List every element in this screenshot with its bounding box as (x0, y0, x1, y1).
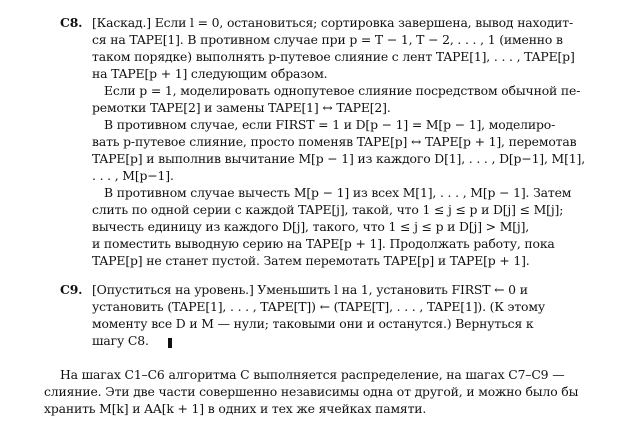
step-c8-line: В противном случае, если FIRST = 1 и D[p − 1] = M[p − 1], моделиро- (104, 117, 556, 132)
step-c8-label: C8. (60, 15, 83, 30)
step-c8-line: TAPE[p] не станет пустой. Затем перемотать TAPE[p] и TAPE[p + 1]. (92, 253, 530, 268)
step-c8-line: вычесть единицу из каждого D[j], такого, что 1 ≤ j ≤ p и D[j] > M[j], (92, 219, 530, 234)
step-c8-line: таком порядке) выполнять p-путевое слияние с лент TAPE[1], . . . , TAPE[p] (92, 49, 575, 64)
end-of-algorithm-mark (168, 338, 172, 348)
step-c8-line: слить по одной серии с каждой TAPE[j], такой, что 1 ≤ j ≤ p и D[j] ≤ M[j]; (92, 202, 564, 217)
step-c9-line: установить (TAPE[1], . . . , TAPE[T]) ← (TAPE[T], . . . , TAPE[1]). (К этому (92, 299, 545, 314)
step-c8-line: вать p-путевое слияние, просто поменяв TAPE[p] ↔ TAPE[p + 1], перемотав (92, 134, 577, 149)
step-c8-line: на TAPE[p + 1] следующим образом. (92, 66, 328, 81)
step-c8-line: В противном случае вычесть M[p − 1] из всех M[1], . . . , M[p − 1]. Затем (104, 185, 572, 200)
step-c8-line: ремотки TAPE[2] и замены TAPE[1] ↔ TAPE[2]. (92, 100, 391, 115)
closing-line: хранить M[k] и AA[k + 1] в одних и тех же ячейках памяти. (44, 401, 427, 416)
closing-line: слияние. Эти две части совершенно независимы одна от другой, и можно было бы (44, 384, 579, 399)
step-c8-line: ся на TAPE[1]. В противном случае при p = T − 1, T − 2, . . . , 1 (именно в (92, 32, 563, 47)
step-c9-line: [Опуститься на уровень.] Уменьшить l на 1, установить FIRST ← 0 и (92, 282, 528, 297)
step-c9-label: C9. (60, 282, 83, 297)
step-c8-line: TAPE[p] и выполнив вычитание M[p − 1] из каждого D[1], . . . , D[p−1], M[1], (92, 151, 585, 166)
step-c9-line: моменту все D и M — нули; таковыми они и останутся.) Вернуться к (92, 316, 534, 331)
closing-line: На шагах C1–C6 алгоритма C выполняется распределение, на шагах C7–C9 — (60, 367, 565, 382)
step-c8-line: [Каскад.] Если l = 0, остановиться; сортировка завершена, вывод находит- (92, 15, 574, 30)
step-c8-line: . . . , M[p−1]. (92, 168, 174, 183)
step-c9-line: шагу C8. (92, 333, 149, 348)
step-c8-line: и поместить выводную серию на TAPE[p + 1]. Продолжать работу, пока (92, 236, 555, 251)
step-c8-line: Если p = 1, моделировать однопутевое слияние посредством обычной пе- (104, 83, 581, 98)
